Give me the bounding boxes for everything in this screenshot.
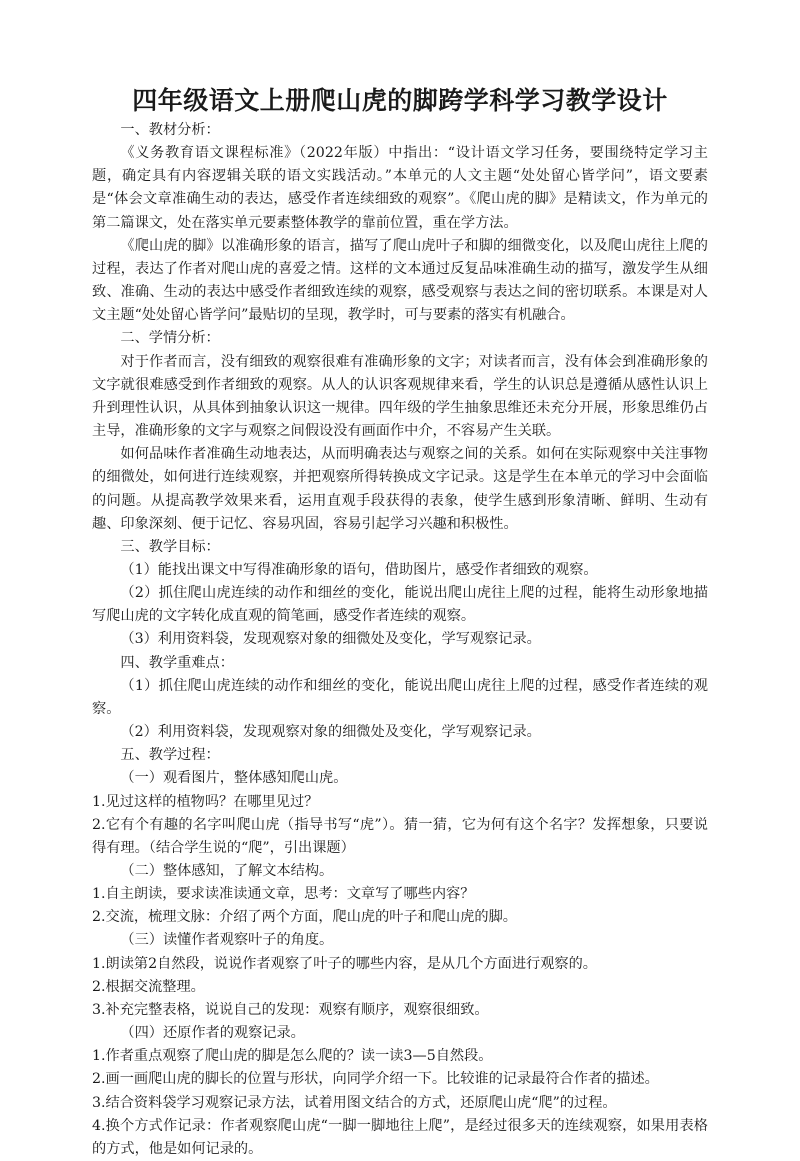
paragraph: 《义务教育语文课程标准》（2022年版）中指出：“设计语文学习任务，要围绕特定学习主题，确定具有内容逻辑关联的语文实践活动。”本单元的人文主题“处处留心皆学问”，语文要素是“体会文章准确生动的表达，感受作者连续细致的观察”。《爬山虎的脚》是精读文，作为单元的第二篇课文，处在落实单元要素整体教学的靠前位置，重在学方法。	[92, 145, 708, 231]
paragraph: 1.作者重点观察了爬山虎的脚是怎么爬的？读一读3—5自然段。	[92, 1048, 493, 1065]
paragraph: 对于作者而言，没有细致的观察很难有准确形象的文字；对读者而言，没有体会到准确形象的文字就很难感受到作者细致的观察。从人的认识客观规律来看，学生的认识总是遵循从感性认识上升到理性认识，从具体到抽象认识这一规律。四年级的学生抽象思维还未充分开展，形象思维仍占主导，准确形象的文字与观察之间假设没有画面作中介，不容易产生关联。	[92, 353, 708, 440]
paragraph: 1.自主朗读，要求读准读通文章，思考：文章写了哪些内容？	[92, 886, 475, 903]
paragraph: 4.换个方式作记录：作者观察爬山虎“一脚一脚地往上爬”，是经过很多天的连续观察，如果用表格的方式，他是如何记录的。	[92, 1117, 708, 1157]
paragraph: 二、学情分析：	[120, 330, 220, 347]
paragraph: （一）观看图片，整体感知爬山虎。	[120, 770, 348, 787]
paragraph: 2.交流，梳理文脉：介绍了两个方面，爬山虎的叶子和爬山虎的脚。	[92, 909, 517, 926]
paragraph: （2）利用资料袋，发现观察对象的细微处及变化，学写观察记录。	[120, 724, 541, 741]
paragraph: （2）抓住爬山虎连续的动作和细丝的变化，能说出爬山虎往上爬的过程，能将生动形象地描写爬山虎的文字转化成直观的简笔画，感受作者连续的观察。	[92, 585, 708, 625]
paragraph: （三）读懂作者观察叶子的角度。	[120, 932, 334, 949]
paragraph: （二）整体感知，了解文本结构。	[120, 863, 334, 879]
paragraph: 五、教学过程：	[120, 747, 220, 764]
paragraph: 四、教学重难点：	[120, 654, 234, 671]
paragraph: 3.结合资料袋学习观察记录方法，试着用图文结合的方式，还原爬山虎“爬”的过程。	[92, 1094, 617, 1111]
paragraph: 2.根据交流整理。	[92, 978, 205, 995]
paragraph: 1.见过这样的植物吗？在哪里见过？	[92, 793, 319, 810]
paragraph: （3）利用资料袋，发现观察对象的细微处及变化，学写观察记录。	[120, 631, 541, 648]
paragraph: （1）能找出课文中写得准确形象的语句，借助图片，感受作者细致的观察。	[120, 561, 598, 578]
paragraph: 3.补充完整表格，说说自己的发现：观察有顺序，观察很细致。	[92, 1001, 489, 1018]
paragraph: （1）抓住爬山虎连续的动作和细丝的变化，能说出爬山虎往上爬的过程，感受作者连续的观察。	[92, 677, 708, 717]
document-title: 四年级语文上册爬山虎的脚跨学科学习教学设计	[132, 86, 668, 115]
paragraph: 一、教材分析：	[120, 122, 220, 138]
paragraph: 2.它有个有趣的名字叫爬山虎（指导书写“虎”）。猜一猜，它为何有这个名字？发挥想象，只要说得有理。（结合学生说的“爬”，引出课题）	[92, 816, 708, 856]
document-body	[92, 119, 708, 1161]
paragraph: （四）还原作者的观察记录。	[120, 1025, 305, 1042]
paragraph: 2.画一画爬山虎的脚长的位置与形状，向同学介绍一下。比较谁的记录最符合作者的描述。	[92, 1071, 659, 1088]
paragraph: 三、教学目标：	[120, 538, 220, 555]
paragraph: 《爬山虎的脚》以准确形象的语言，描写了爬山虎叶子和脚的细微变化，以及爬山虎往上爬的过程，表达了作者对爬山虎的喜爱之情。这样的文本通过反复品味准确生动的描写，激发学生从细致、准确、生动的表达中感受作者细致连续的观察，感受观察与表达之间的密切联系。本课是对人文主题“处处留心皆学问”最贴切的呈现，教学时，可与要素的落实有机融合。	[92, 237, 708, 324]
paragraph: 如何品味作者准确生动地表达，从而明确表达与观察之间的关系。如何在实际观察中关注事物的细微处，如何进行连续观察，并把观察所得转换成文字记录。这是学生在本单元的学习中会面临的问题。从提高教学效果来看，运用直观手段获得的表象，使学生感到形象清晰、鲜明、生动有趣、印象深刻、便于记忆、容易巩固，容易引起学习兴趣和积极性。	[92, 446, 708, 532]
paragraph: 1.朗读第2自然段，说说作者观察了叶子的哪些内容，是从几个方面进行观察的。	[92, 955, 597, 972]
